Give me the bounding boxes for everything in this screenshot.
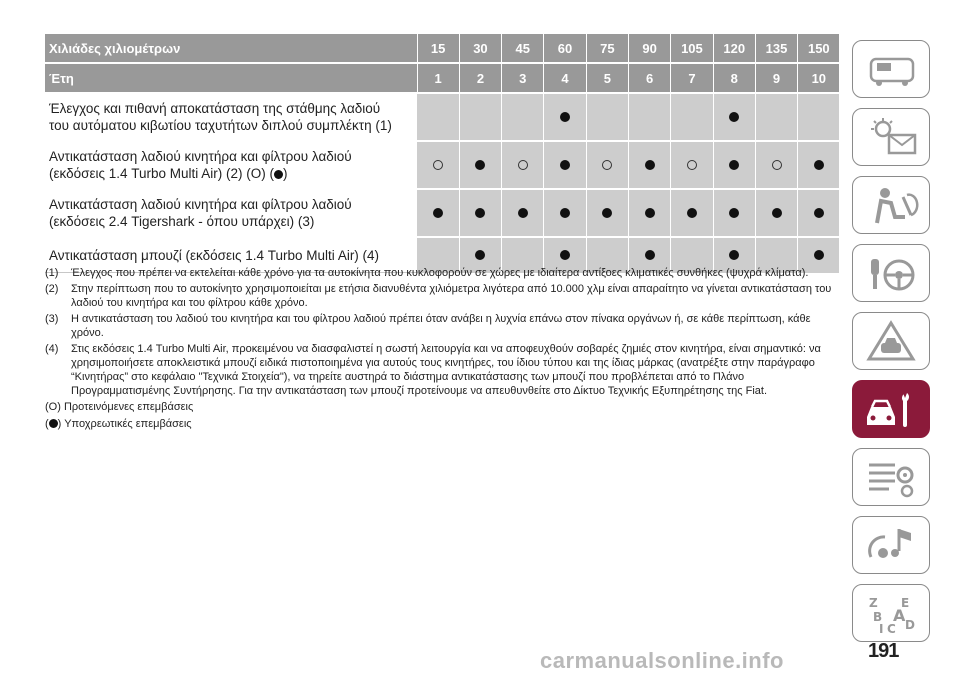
mandatory-dot-icon <box>645 160 655 170</box>
svg-text:E: E <box>901 596 910 610</box>
mandatory-dot-icon <box>814 250 824 260</box>
schedule-cell <box>544 189 586 237</box>
legend-mandatory-text: ) Υποχρεωτικές επεμβάσεις <box>57 418 192 430</box>
footnote-number: (4) <box>45 343 59 355</box>
schedule-cell <box>713 93 755 141</box>
mandatory-dot-icon <box>645 250 655 260</box>
svg-text:Z: Z <box>869 596 878 610</box>
mandatory-dot-icon <box>729 250 739 260</box>
car-dashboard-icon <box>862 47 920 91</box>
recommended-ring-icon <box>433 160 443 170</box>
footnote-text: Η αντικατάσταση του λαδιού του κινητήρα και του φίλτρου λαδιού πρέπει όταν ανάβει η λυχνία επάνω στον πίνακα οργάνων ή, σε κάθε περίπτωση, κάθε χρόνο. <box>71 313 811 339</box>
km-header-label: Χιλιάδες χιλιομέτρων <box>45 34 417 63</box>
schedule-cell <box>628 189 670 237</box>
page-number: 191 <box>868 640 899 662</box>
warning-triangle-car-icon <box>862 319 920 363</box>
chapter-tab[interactable] <box>852 176 930 234</box>
task-label <box>45 141 417 189</box>
task-label-line: Αντικατάσταση λαδιού κινητήρα και φίλτρου λαδιού <box>49 197 352 212</box>
svg-text:D: D <box>905 618 915 632</box>
schedule-cell <box>798 189 840 237</box>
schedule-cell <box>798 141 840 189</box>
km-header-cell: 75 <box>586 34 628 63</box>
task-label <box>45 189 417 237</box>
chapter-tab[interactable] <box>852 448 930 506</box>
svg-text:I: I <box>879 622 884 635</box>
mandatory-dot-icon <box>560 112 570 122</box>
task-label-line: (εκδόσεις 2.4 Tigershark - όπου υπάρχει) (3) <box>49 214 315 229</box>
schedule-cell <box>459 189 501 237</box>
multimedia-music-icon <box>862 523 920 567</box>
svg-text:A: A <box>893 606 906 625</box>
legend-mandatory-prefix: ( <box>45 418 49 430</box>
task-label-suffix: ) <box>283 166 288 181</box>
footnote-text: Στις εκδόσεις 1.4 Turbo Multi Air, προκειμένου να διασφαλιστεί η σωστή λειτουργία και να αποφευχθούν σοβαρές ζημιές στον κινητήρα, είναι σημαντικό: να χρησιμοποιήσετε αποκλειστικά μπουζί ειδικά πιστοποιημένα για αυτούς τους κινητήρες, του ίδιου τύπου και της ίδιας μάρκας (ανατρέξτε στην παράγραφο “Κινητήρας” στο κεφάλαιο "Τεχνικά Στοιχεία"), να τηρείτε αυστηρά το διάστημα αντικατάστασης των μπουζί που προβλέπεται από το Πλάνο Προγραμματισμένης Συντήρησης. Για την αντικατάσταση των μπουζί προτείνουμε να απευθυνθείτε στο Δίκτυο Τεχνικής Εξυπηρέτησης της Fiat. <box>71 343 821 397</box>
airbag-passenger-icon <box>862 183 920 227</box>
chapter-tab[interactable] <box>852 516 930 574</box>
task-label-line: (εκδόσεις 1.4 Turbo Multi Air) (2) (Ο) ( <box>49 166 275 181</box>
schedule-cell <box>544 141 586 189</box>
recommended-ring-icon <box>518 160 528 170</box>
table-row <box>45 141 840 189</box>
car-wrench-icon <box>862 387 920 431</box>
km-header-cell: 135 <box>755 34 797 63</box>
mandatory-dot-icon <box>560 208 570 218</box>
footnote-text: Στην περίπτωση που το αυτοκίνητο χρησιμοποιείται με ετήσια διανυθέντα χιλιόμετρα λιγότερα από 10.000 χλμ είναι απαραίτητο να γίνεται αντικατάσταση του λαδιού του κινητήρα και του φίλτρου κάθε χρόνο. <box>71 283 832 309</box>
task-label-line: Αντικατάσταση λαδιού κινητήρα και φίλτρου λαδιού <box>49 149 352 164</box>
task-label-line: του αυτόματου κιβωτίου ταχυτήτων διπλού συμπλέκτη (1) <box>49 118 392 133</box>
footnote-number: (1) <box>45 267 59 279</box>
schedule-cell <box>671 93 713 141</box>
schedule-cell <box>502 93 544 141</box>
mandatory-dot-icon <box>475 160 485 170</box>
schedule-cell <box>671 189 713 237</box>
specs-gear-icon <box>862 455 920 499</box>
schedule-cell <box>417 189 459 237</box>
chapter-tab[interactable] <box>852 312 930 370</box>
mandatory-dot-icon <box>49 419 58 428</box>
chapter-tab[interactable] <box>852 40 930 98</box>
schedule-cell <box>671 141 713 189</box>
mandatory-dot-icon <box>560 160 570 170</box>
mandatory-dot-icon <box>729 208 739 218</box>
recommended-ring-icon <box>602 160 612 170</box>
km-header-cell: 120 <box>713 34 755 63</box>
svg-text:B: B <box>873 610 883 624</box>
schedule-cell <box>544 93 586 141</box>
schedule-cell <box>459 141 501 189</box>
years-header-cell: 8 <box>713 63 755 93</box>
footnote <box>45 342 835 398</box>
task-label-line: Αντικατάσταση μπουζί (εκδόσεις 1.4 Turbo Multi Air) (4) <box>49 247 380 263</box>
years-header-cell: 5 <box>586 63 628 93</box>
chapter-tab[interactable] <box>852 584 930 642</box>
years-header-cell: 2 <box>459 63 501 93</box>
chapter-tab[interactable] <box>852 108 930 166</box>
mandatory-dot-icon <box>814 160 824 170</box>
years-header-cell: 6 <box>628 63 670 93</box>
schedule-cell <box>502 189 544 237</box>
key-steering-wheel-icon <box>862 251 920 295</box>
km-header-cell: 60 <box>544 34 586 63</box>
alphabetical-index-icon <box>862 591 920 635</box>
years-header-cell: 7 <box>671 63 713 93</box>
mandatory-dot-icon <box>475 208 485 218</box>
years-header-cell: 10 <box>798 63 840 93</box>
svg-text:C: C <box>887 622 896 635</box>
mandatory-dot-icon <box>518 208 528 218</box>
schedule-cell <box>417 93 459 141</box>
footnote <box>45 312 835 340</box>
years-header-cell: 9 <box>755 63 797 93</box>
km-header-cell: 150 <box>798 34 840 63</box>
schedule-cell <box>586 141 628 189</box>
schedule-cell <box>628 141 670 189</box>
chapter-tab[interactable] <box>852 244 930 302</box>
mandatory-dot-icon <box>729 112 739 122</box>
km-header-row <box>45 34 840 63</box>
km-header-cell: 90 <box>628 34 670 63</box>
schedule-body <box>45 93 840 273</box>
schedule-cell <box>755 93 797 141</box>
schedule-cell <box>755 141 797 189</box>
schedule-cell <box>459 93 501 141</box>
task-label <box>45 93 417 141</box>
watermark: carmanualsonline.info <box>540 648 784 673</box>
mandatory-dot-icon <box>814 208 824 218</box>
km-header-cell: 15 <box>417 34 459 63</box>
km-header-cell: 30 <box>459 34 501 63</box>
schedule-cell <box>586 189 628 237</box>
schedule-cell <box>798 93 840 141</box>
task-label-line: Έλεγχος και πιθανή αποκατάσταση της στάθμης λαδιού <box>49 101 381 116</box>
footnote <box>45 282 835 310</box>
mandatory-dot-icon <box>602 208 612 218</box>
footnote <box>45 266 835 280</box>
years-header-cell: 4 <box>544 63 586 93</box>
years-header-row <box>45 63 840 93</box>
years-header-cell: 1 <box>417 63 459 93</box>
mandatory-dot-icon <box>433 208 443 218</box>
maintenance-schedule-table <box>45 34 840 273</box>
recommended-ring-icon <box>687 160 697 170</box>
footnote-number: (3) <box>45 313 59 325</box>
years-header-label: Έτη <box>45 63 417 93</box>
mandatory-dot-icon <box>729 160 739 170</box>
schedule-cell <box>502 141 544 189</box>
mandatory-dot-icon <box>475 250 485 260</box>
table-row <box>45 189 840 237</box>
recommended-ring-icon <box>772 160 782 170</box>
mandatory-dot-icon <box>645 208 655 218</box>
mandatory-dot-icon <box>772 208 782 218</box>
schedule-cell <box>628 93 670 141</box>
warning-light-envelope-icon <box>862 115 920 159</box>
schedule-cell <box>713 189 755 237</box>
km-header-cell: 105 <box>671 34 713 63</box>
chapter-tab[interactable] <box>852 380 930 438</box>
mandatory-dot-icon <box>687 208 697 218</box>
schedule-cell <box>417 141 459 189</box>
schedule-cell <box>755 189 797 237</box>
footnote-number: (2) <box>45 283 59 295</box>
footnotes <box>45 266 835 434</box>
schedule-cell <box>586 93 628 141</box>
footnote-text: Έλεγχος που πρέπει να εκτελείται κάθε χρόνο για τα αυτοκίνητα που κυκλοφορούν σε χώρες με ιδιαίτερα αντίξοες κλιματικές συνθήκες (ψυχρά κλίματα). <box>71 267 809 279</box>
mandatory-dot-icon <box>560 250 570 260</box>
schedule-cell <box>713 141 755 189</box>
mandatory-dot-icon <box>274 170 283 179</box>
legend-mandatory <box>45 417 835 431</box>
table-row <box>45 93 840 141</box>
legend-recommended: (Ο) Προτεινόμενες επεμβάσεις <box>45 401 194 413</box>
km-header-cell: 45 <box>502 34 544 63</box>
years-header-cell: 3 <box>502 63 544 93</box>
